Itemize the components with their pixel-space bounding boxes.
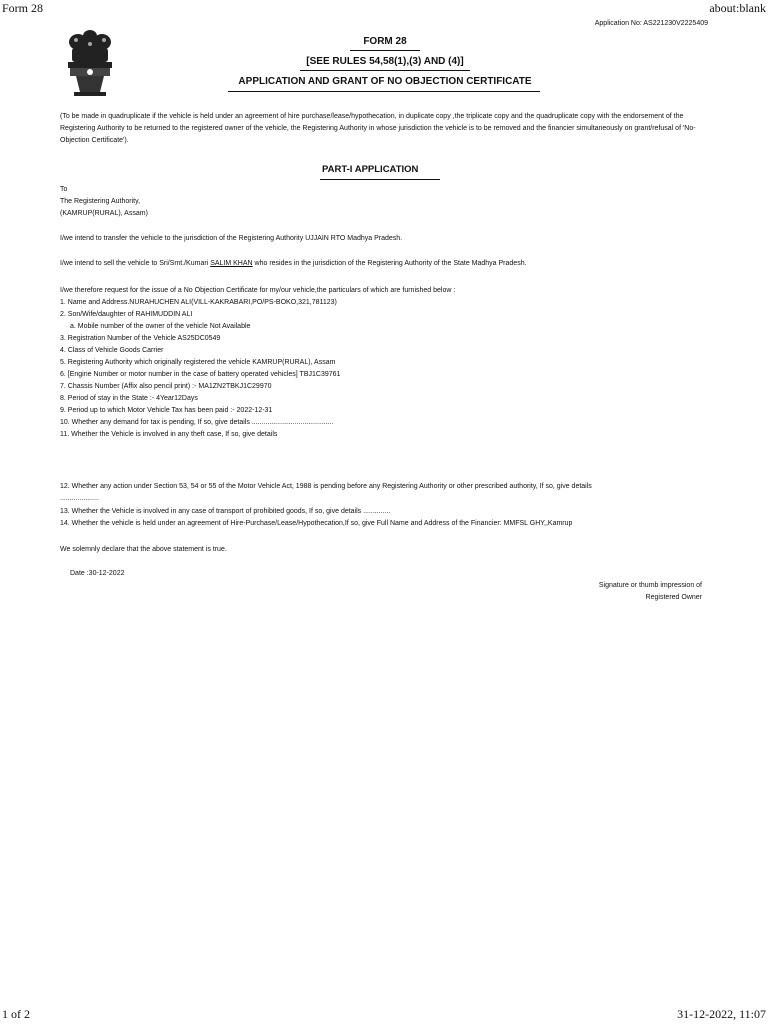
address-block	[60, 184, 148, 220]
address-line1: The Registering Authority,	[60, 198, 141, 205]
request-line: I/we therefore request for the issue of a No Objection Certificate for my/our vehicle,the particulars of which are furnished below :	[60, 287, 456, 294]
print-header-title: Form 28	[2, 1, 44, 15]
intent-transfer-text: I/we intend to transfer the vehicle to the jurisdiction of the Registering Authority UJJAIN RTO Madhya Pradesh.	[60, 235, 403, 242]
intent-sell-suffix: who resides in the jurisdiction of the Registering Authority of the State Madhya Pradesh.	[254, 260, 527, 267]
form-heading: APPLICATION AND GRANT OF NO OBJECTION CERTIFICATE	[238, 76, 532, 87]
application-number: Application No: AS221230V2225409	[594, 20, 708, 27]
list-item: 6. [Engine Number or motor number in the case of battery operated vehicles] TBJ1C39761	[60, 371, 341, 378]
list-item: 1. Name and Address.NURAHUCHEN ALI(VILL-KAKRABARI,PO/PS-BOKO,321,781123)	[60, 299, 337, 306]
date-text: Date :30-12-2022	[70, 570, 125, 577]
declaration-text: We solemnly declare that the above statement is true.	[60, 546, 227, 553]
form-title: FORM 28	[363, 36, 407, 47]
item-13-14-block	[60, 506, 572, 530]
list-item: 2. Son/Wife/daughter of RAHIMUDDIN ALI	[60, 311, 193, 318]
print-footer-page-count: 1 of 2	[2, 1007, 30, 1021]
item-12-block	[60, 481, 592, 505]
list-item: a. Mobile number of the owner of the vehicle Not Available	[70, 323, 251, 330]
signature-line2: Registered Owner	[645, 594, 702, 601]
form-heading-underline	[228, 91, 540, 92]
signature-block	[599, 580, 702, 604]
part1-title-underline	[320, 179, 440, 180]
list-item: 4. Class of Vehicle Goods Carrier	[60, 347, 164, 354]
national-emblem-icon	[58, 26, 122, 100]
intent-sell-prefix: I/we intend to sell the vehicle to Sri/Smt./Kumari	[60, 260, 209, 267]
intent-transfer-line	[60, 233, 402, 245]
signature-line1: Signature or thumb impression of	[598, 582, 702, 589]
print-header-url: about:blank	[709, 1, 766, 15]
list-item-13: 13. Whether the Vehicle is involved in any case of transport of prohibited goods, If so, give details ..............	[60, 508, 391, 515]
list-item: 7. Chassis Number (Affix also pencil print) :- MA1ZN2TBKJ1C29970	[60, 383, 272, 390]
list-item-14: 14. Whether the vehicle is held under an agreement of Hire-Purchase/Lease/Hypothecation,If so, give Full Name and Address of the Financier: MMFSL GHY,,Kamrup	[60, 520, 573, 527]
form-rules: [SEE RULES 54,58(1),(3) AND (4)]	[306, 56, 464, 67]
list-item: 11. Whether the Vehicle is involved in any theft case, If so, give details	[60, 431, 278, 438]
form-rules-underline	[300, 70, 470, 71]
form-instruction-note: (To be made in quadruplicate if the vehicle is held under an agreement of hire purchase/lease/hypothecation, in duplicate copy ,the triplicate copy and the quadruplicate copy with the endorsement of the Registering Authority to be returned to the registered owner of the vehicle, the Registering Authority in whose jurisdiction the vehicle is to be removed and the financier simultaneously on grant/refusal of 'No-Objection Certificate').	[60, 113, 696, 144]
part1-title: PART-I APPLICATION	[322, 164, 419, 175]
buyer-name: SALIM KHAN	[210, 260, 253, 267]
date-line	[70, 568, 124, 580]
list-item-12-dots: ....................	[60, 495, 99, 502]
list-item: 10. Whether any demand for tax is pending, If so, give details ..........................................	[60, 419, 334, 426]
declaration-line	[60, 544, 227, 556]
print-footer-timestamp: 31-12-2022, 11:07	[677, 1007, 766, 1021]
list-item: 5. Registering Authority which originally registered the vehicle KAMRUP(RURAL), Assam	[60, 359, 336, 366]
list-item: 8. Period of stay in the State :- 4Year12Days	[60, 395, 198, 402]
particulars-list	[60, 285, 455, 441]
form-title-underline	[350, 50, 420, 51]
list-item-12: 12. Whether any action under Section 53, 54 or 55 of the Motor Vehicle Act, 1988 is pending before any Registering Authority or other prescribed authority, If so, give details	[60, 483, 592, 490]
intent-sell-line	[60, 258, 527, 270]
address-line2: (KAMRUP(RURAL), Assam)	[60, 210, 148, 217]
address-to: To	[60, 186, 68, 193]
list-item: 3. Registration Number of the Vehicle AS25DC0549	[60, 335, 221, 342]
list-item: 9. Period up to which Motor Vehicle Tax has been paid :- 2022-12-31	[60, 407, 273, 414]
